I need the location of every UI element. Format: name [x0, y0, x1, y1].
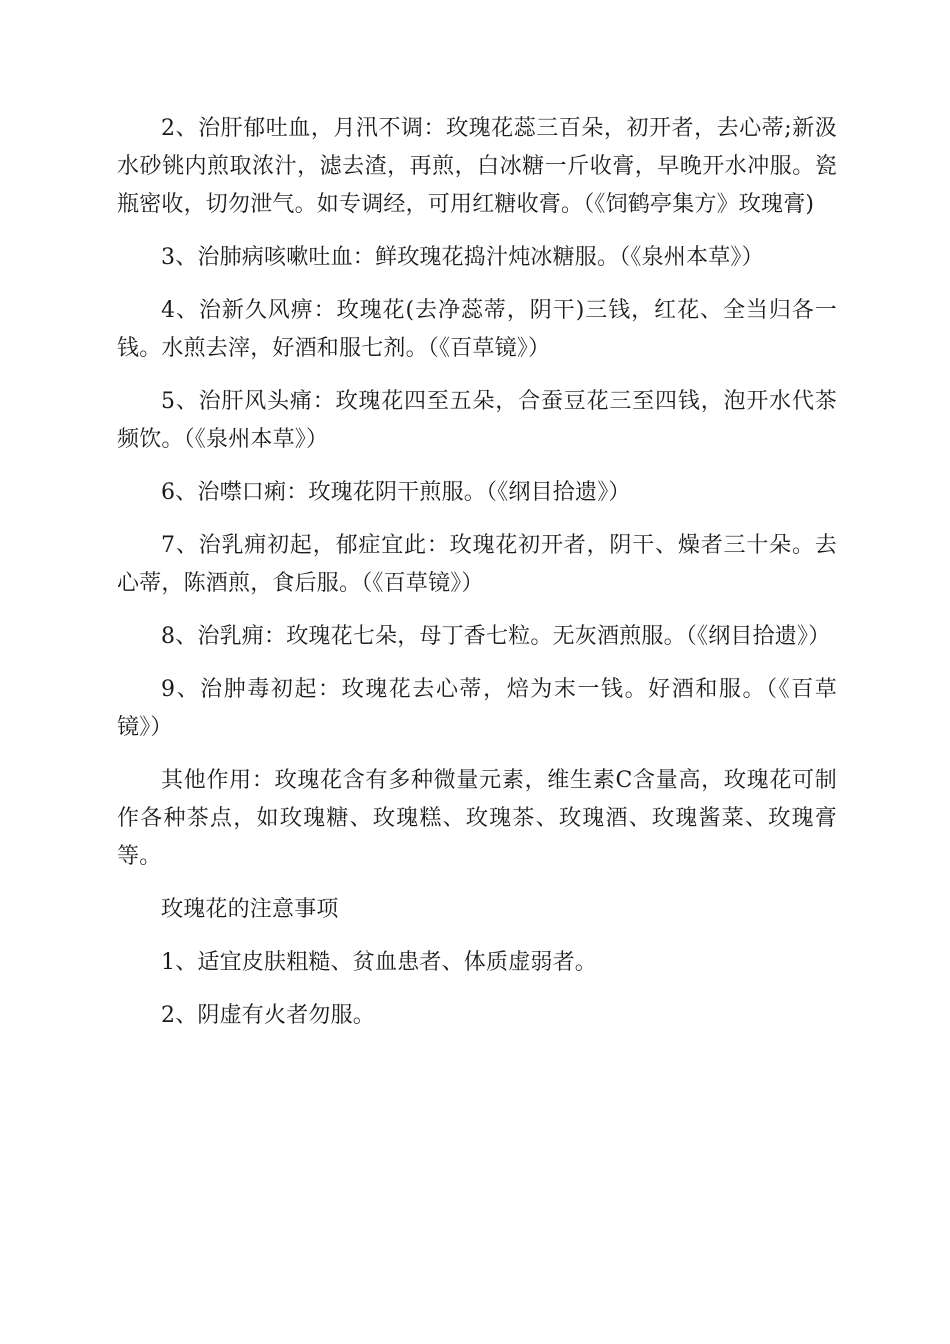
paragraph-recipe-5: 5、治肝风头痛：玫瑰花四至五朵，合蚕豆花三至四钱，泡开水代茶频饮。（《泉州本草》）: [117, 389, 837, 452]
document-body: [117, 110, 837, 1050]
paragraph-recipe-8: 8、治乳痈：玫瑰花七朵，母丁香七粒。无灰酒煎服。（《纲目拾遗》）: [161, 624, 831, 649]
paragraph-recipe-2: 2、治肝郁吐血，月汛不调：玫瑰花蕊三百朵，初开者，去心蒂;新汲水砂铫内煎取浓汁，滤去渣，再煎，白冰糖一斤收膏，早晚开水冲服。瓷瓶密收，切勿泄气。如专调经，可用红糖收膏。（《饲鹤亭集方》玫瑰膏): [117, 116, 837, 217]
paragraph-recipe-4: 4、治新久风痹：玫瑰花(去净蕊蒂，阴干)三钱，红花、全当归各一钱。水煎去滓，好酒和服七剂。（《百草镜》）: [117, 298, 837, 361]
section-heading-precautions: 玫瑰花的注意事项: [161, 897, 339, 922]
paragraph-other-uses: 其他作用：玫瑰花含有多种微量元素，维生素C含量高，玫瑰花可制作各种茶点，如玫瑰糖、玫瑰糕、玫瑰茶、玫瑰酒、玫瑰酱菜、玫瑰膏等。: [117, 768, 837, 869]
paragraph-recipe-6: 6、治噤口痢：玫瑰花阴干煎服。（《纲目拾遗》）: [161, 480, 631, 505]
paragraph-precaution-1: 1、适宜皮肤粗糙、贫血患者、体质虚弱者。: [161, 950, 597, 975]
paragraph-recipe-9: 9、治肿毒初起：玫瑰花去心蒂，焙为末一钱。好酒和服。（《百草镜》）: [117, 677, 837, 740]
paragraph-precaution-2: 2、阴虚有火者勿服。: [161, 1003, 375, 1028]
paragraph-recipe-7: 7、治乳痈初起，郁症宜此：玫瑰花初开者，阴干、燥者三十朵。去心蒂，陈酒煎，食后服。（《百草镜》）: [117, 533, 837, 596]
paragraph-recipe-3: 3、治肺病咳嗽吐血：鲜玫瑰花捣汁炖冰糖服。（《泉州本草》）: [161, 245, 764, 270]
